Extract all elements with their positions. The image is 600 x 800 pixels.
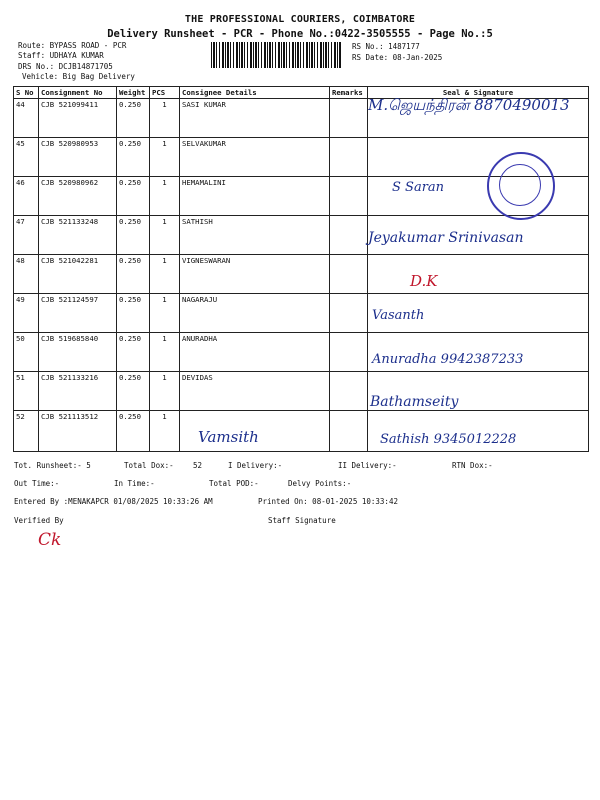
consignee: SASI KUMAR (180, 99, 330, 138)
remarks (330, 411, 368, 452)
weight: 0.250 (117, 216, 150, 255)
weight: 0.250 (117, 255, 150, 294)
route: Route: BYPASS ROAD - PCR (18, 41, 127, 50)
consignment-no: CJB 521099411 (39, 99, 117, 138)
runsheet-title: Delivery Runsheet - PCR - Phone No.:0422-3505555 - Page No.:5 (107, 28, 493, 40)
consignment-no: CJB 520980953 (39, 138, 117, 177)
vehicle: Vehicle: Big Bag Delivery (22, 72, 135, 81)
consignee: DEVIDAS (180, 372, 330, 411)
signature-44: M.ஜெயந்திரன் 8870490013 (368, 96, 570, 114)
consignment-no: CJB 521113512 (39, 411, 117, 452)
remarks (330, 99, 368, 138)
delvy-points: Delvy Points:- (288, 479, 352, 488)
ii-delivery: II Delivery:- (338, 461, 397, 470)
consignee: ANURADHA (180, 333, 330, 372)
signature-46: S Saran (392, 180, 445, 195)
remarks (330, 216, 368, 255)
remarks (330, 255, 368, 294)
signature-52: Sathish 9345012228 (380, 432, 517, 447)
col-seal-signature: Seal & Signature (368, 87, 589, 99)
table-row (14, 294, 589, 333)
weight: 0.250 (117, 333, 150, 372)
weight: 0.250 (117, 294, 150, 333)
in-time: In Time:- (114, 479, 155, 488)
consignment-no: CJB 519685840 (39, 333, 117, 372)
pcs: 1 (150, 177, 180, 216)
sno: 52 (14, 411, 39, 452)
table-row (14, 255, 589, 294)
col-consignee: Consignee Details (180, 87, 330, 99)
remarks (330, 138, 368, 177)
col-pcs: PCS (150, 87, 180, 99)
consignment-no: CJB 521133248 (39, 216, 117, 255)
sno: 44 (14, 99, 39, 138)
total-pod: Total POD:- (209, 479, 259, 488)
i-delivery: I Delivery:- (228, 461, 283, 470)
drs-number: DRS No.: DCJB14871705 (18, 62, 113, 71)
signature-cell (368, 255, 589, 294)
verified-initials: Ck (38, 530, 62, 550)
weight: 0.250 (117, 411, 150, 452)
sno: 50 (14, 333, 39, 372)
col-sno: S No (14, 87, 39, 99)
signature-49: Vasanth (372, 308, 425, 323)
staff-signature: Staff Signature (268, 516, 336, 525)
rtn-dox: RTN Dox:- (452, 461, 493, 470)
rs-date: RS Date: 08-Jan-2025 (352, 53, 443, 62)
sno: 51 (14, 372, 39, 411)
table-row (14, 372, 589, 411)
pcs: 1 (150, 99, 180, 138)
consignee: SATHISH (180, 216, 330, 255)
remarks (330, 333, 368, 372)
tot-runsheet: Tot. Runsheet:- 5 (14, 461, 91, 470)
entered-by: Entered By :MENAKAPCR 01/08/2025 10:33:26 AM (14, 497, 213, 506)
signature-51: Bathamseity (370, 394, 459, 410)
weight: 0.250 (117, 99, 150, 138)
consignee: VIGNESWARAN (180, 255, 330, 294)
printed-on: Printed On: 08-01-2025 10:33:42 (258, 497, 398, 506)
signature-50: Anuradha 9942387233 (372, 352, 524, 367)
pcs: 1 (150, 255, 180, 294)
sno: 45 (14, 138, 39, 177)
consignment-no: CJB 521133216 (39, 372, 117, 411)
delivery-table (13, 86, 589, 452)
col-consignment: Consignment No (39, 87, 117, 99)
consignment-no: CJB 520980962 (39, 177, 117, 216)
col-weight: Weight (117, 87, 150, 99)
remarks (330, 177, 368, 216)
total-dox-label: Total Dox:- (124, 461, 174, 470)
cooperative-bank-seal (487, 152, 555, 220)
consignee: SELVAKUMAR (180, 138, 330, 177)
total-dox-value: 52 (193, 461, 203, 470)
consignee-handwritten-52: Vamsith (198, 428, 259, 446)
weight: 0.250 (117, 177, 150, 216)
sno: 47 (14, 216, 39, 255)
weight: 0.250 (117, 372, 150, 411)
staff: Staff: UDHAYA KUMAR (18, 51, 104, 60)
weight: 0.250 (117, 138, 150, 177)
consignee: HEMAMALINI (180, 177, 330, 216)
out-time: Out Time:- (14, 479, 60, 488)
col-remarks: Remarks (330, 87, 368, 99)
rs-number: RS No.: 1487177 (352, 42, 420, 51)
signature-48: D.K (410, 272, 438, 290)
sno: 46 (14, 177, 39, 216)
pcs: 1 (150, 372, 180, 411)
consignment-no: CJB 521042281 (39, 255, 117, 294)
remarks (330, 372, 368, 411)
signature-cell (368, 138, 589, 177)
consignment-no: CJB 521124597 (39, 294, 117, 333)
verified-by: Verified By (14, 516, 64, 525)
consignee: NAGARAJU (180, 294, 330, 333)
pcs: 1 (150, 411, 180, 452)
pcs: 1 (150, 294, 180, 333)
sno: 49 (14, 294, 39, 333)
remarks (330, 294, 368, 333)
barcode (211, 42, 341, 68)
pcs: 1 (150, 216, 180, 255)
signature-47: Jeyakumar Srinivasan (368, 230, 524, 246)
pcs: 1 (150, 138, 180, 177)
sno: 48 (14, 255, 39, 294)
company-name: THE PROFESSIONAL COURIERS, COIMBATORE (184, 14, 416, 25)
pcs: 1 (150, 333, 180, 372)
